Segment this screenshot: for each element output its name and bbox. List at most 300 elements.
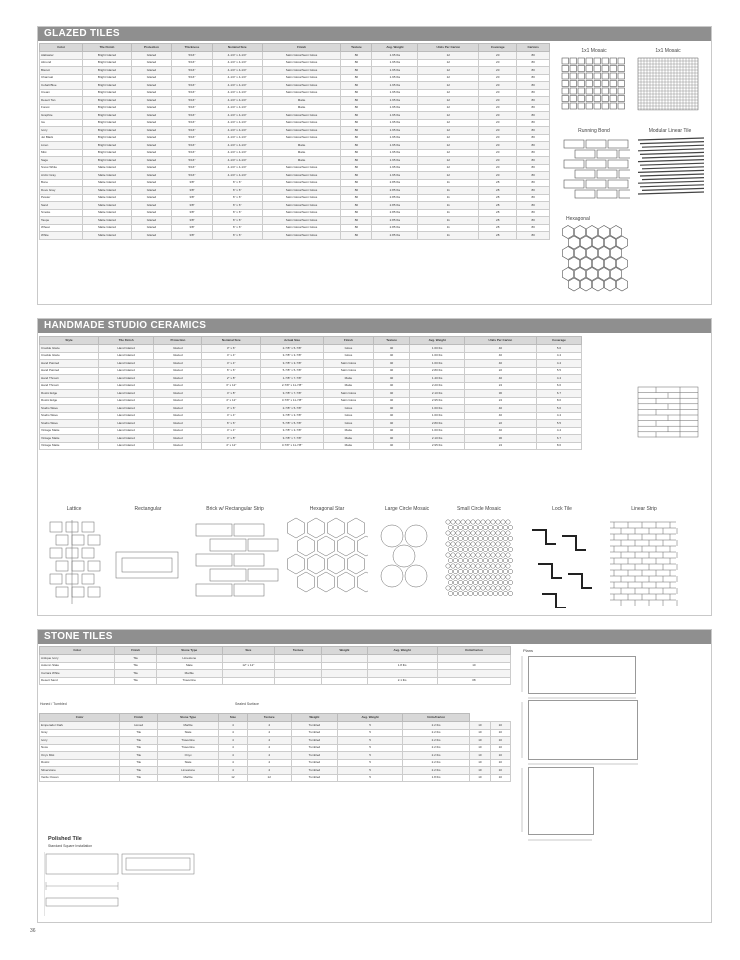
table-cell: Snow White xyxy=(40,164,83,172)
table-cell: Tumbled xyxy=(291,744,338,752)
table-cell: 80 xyxy=(517,74,550,82)
table-cell: 4-1/4" x 4-1/4" xyxy=(212,149,262,157)
pattern-modular-linear xyxy=(632,128,708,203)
table-cell: 80 xyxy=(341,224,372,232)
pattern-large-circle xyxy=(376,506,438,610)
table-cell: 2.85 lbs xyxy=(372,209,418,217)
table-cell: 80 xyxy=(517,134,550,142)
table-cell: 80 xyxy=(341,217,372,225)
table-cell: Mist xyxy=(40,149,83,157)
table-cell: 22 xyxy=(464,367,536,375)
pattern-label: Brick w/ Rectangular Strip xyxy=(206,506,264,512)
table-cell: 80 xyxy=(517,209,550,217)
table-cell: Satin Gloss/Semi Gloss xyxy=(262,194,341,202)
column-header: Tile Finish xyxy=(98,337,153,345)
table-cell: Tile xyxy=(120,774,158,782)
table-cell: 12" x 12" xyxy=(222,662,274,670)
table-cell: 12 xyxy=(418,97,479,105)
table-cell: 1.8 lbs xyxy=(367,662,437,670)
table-cell: Satin Gloss/Semi Gloss xyxy=(262,179,341,187)
table-cell: Glazed xyxy=(154,427,202,435)
linear-tile-icon xyxy=(632,136,708,202)
table-cell: Glazed xyxy=(131,224,172,232)
table-cell: Charcoal xyxy=(40,74,83,82)
table-cell: Matte Glazed xyxy=(83,224,131,232)
table-cell: Satin Gloss xyxy=(324,397,374,405)
table-cell: 80 xyxy=(517,89,550,97)
table-cell: 2.2 lbs xyxy=(402,759,469,767)
pattern-hexagonal xyxy=(558,216,630,298)
table-row xyxy=(40,729,511,737)
table-cell: Satin Gloss xyxy=(324,360,374,368)
table-cell: 4 xyxy=(247,722,291,730)
table-cell: 4-1/4" x 4-1/4" xyxy=(212,134,262,142)
table-cell: Hand Glazed xyxy=(98,405,153,413)
pattern-running-bond xyxy=(558,128,630,203)
table-cell: 1.95 lbs xyxy=(372,164,418,172)
table-cell: Tile xyxy=(120,767,158,775)
table-cell: 5/16" xyxy=(172,149,212,157)
table-cell: Hand Glazed xyxy=(98,397,153,405)
table-cell: Glazed xyxy=(154,345,202,353)
table-cell xyxy=(367,670,437,678)
table-cell: Satin Gloss/Semi Gloss xyxy=(262,59,341,67)
table-cell: 40 xyxy=(373,367,410,375)
table-cell xyxy=(367,655,437,663)
polished-tile-title: Polished Tile xyxy=(48,836,82,842)
table-cell: 4" x 4" xyxy=(202,360,260,368)
column-header: Cartons xyxy=(517,44,550,52)
table-cell: 10 xyxy=(490,759,510,767)
table-cell: Glazed xyxy=(154,405,202,413)
table-cell: 10 xyxy=(490,744,510,752)
table-cell: 80 xyxy=(517,224,550,232)
table-cell: 6.0 xyxy=(536,382,581,390)
table-cell: 80 xyxy=(341,187,372,195)
table-cell: Glazed xyxy=(131,149,172,157)
table-cell: Silverstone xyxy=(40,767,120,775)
table-cell: Verde Ocean xyxy=(40,774,120,782)
table-cell: 4 xyxy=(247,752,291,760)
table-cell: 20 xyxy=(479,104,517,112)
table-cell: Bright Glazed xyxy=(83,104,131,112)
table-cell: 4 xyxy=(218,722,247,730)
table-cell: Hand Glazed xyxy=(98,367,153,375)
table-cell: 1-7/8" x 7-7/8" xyxy=(260,375,323,383)
table-cell: 4 xyxy=(247,759,291,767)
column-header: Texture xyxy=(373,337,410,345)
table-cell: Glazed xyxy=(154,420,202,428)
table-cell: 80 xyxy=(517,202,550,210)
column-header: Color xyxy=(40,647,115,655)
pattern-label: Large Circle Mosaic xyxy=(384,506,430,512)
lock-tile-icon xyxy=(522,516,602,608)
table-cell: Matte Glazed xyxy=(83,209,131,217)
table-cell: Dove Gray xyxy=(40,187,83,195)
pattern-label: Small Circle Mosaic xyxy=(457,506,501,512)
table-cell: Hand Glazed xyxy=(98,360,153,368)
table-cell: 5/16" xyxy=(172,142,212,150)
table-cell: Tile xyxy=(120,744,158,752)
column-header: Units Per Carton xyxy=(464,337,536,345)
table-cell: 5/16" xyxy=(172,164,212,172)
table-cell: Slate xyxy=(158,759,219,767)
table-cell: Ice xyxy=(40,119,83,127)
table-cell: 1.60 lbs xyxy=(410,345,464,353)
table-row xyxy=(40,82,550,90)
table-cell: 6" x 6" xyxy=(202,367,260,375)
column-header: Finish xyxy=(120,714,158,722)
table-row xyxy=(40,209,550,217)
table-cell: 80 xyxy=(517,232,550,240)
table-cell: Matte xyxy=(262,157,341,165)
table-cell: 11 xyxy=(418,232,479,240)
table-cell: Slate xyxy=(156,662,222,670)
table-cell: 80 xyxy=(341,164,372,172)
table-row xyxy=(40,670,511,678)
table-cell: 5-7/8" x 5-7/8" xyxy=(260,367,323,375)
table-cell: 4-1/4" x 4-1/4" xyxy=(212,119,262,127)
table-cell: 4" x 4" xyxy=(202,352,260,360)
table-cell: Bright Glazed xyxy=(83,142,131,150)
table-cell: Matte xyxy=(262,104,341,112)
table-cell: 80 xyxy=(517,187,550,195)
table-header-row xyxy=(40,647,511,655)
table-cell: 28 xyxy=(479,179,517,187)
table-cell: White xyxy=(40,232,83,240)
table-cell: 80 xyxy=(341,142,372,150)
table-cell: 1.95 lbs xyxy=(372,172,418,180)
column-header: Thickness xyxy=(172,44,212,52)
table-cell: Cream xyxy=(40,89,83,97)
table-cell: Matte xyxy=(324,382,374,390)
table-cell: 80 xyxy=(517,67,550,75)
table-cell: 4.4 xyxy=(536,427,581,435)
table-cell: 4-1/4" x 4-1/4" xyxy=(212,112,262,120)
table-row xyxy=(40,134,550,142)
table-cell xyxy=(437,670,510,678)
table-cell: 20 xyxy=(479,134,517,142)
table-cell: 3/8" xyxy=(172,217,212,225)
column-header: Tile Finish xyxy=(83,44,131,52)
fine-mosaic-grid-icon xyxy=(632,56,704,112)
table-cell: Wheat xyxy=(40,224,83,232)
table-cell: Marble xyxy=(158,774,219,782)
table-cell: 80 xyxy=(341,202,372,210)
table-cell: 20 xyxy=(479,89,517,97)
table-cell: Satin Gloss/Semi Gloss xyxy=(262,127,341,135)
table-cell: 3-7/8" x 11-7/8" xyxy=(260,442,323,450)
table-cell: 80 xyxy=(517,149,550,157)
table-cell: Gray xyxy=(40,729,120,737)
table-cell: 4" x 12" xyxy=(202,442,260,450)
table-cell: 2.85 lbs xyxy=(372,224,418,232)
column-header: Avg. Weight xyxy=(410,337,464,345)
table-cell: 40 xyxy=(373,397,410,405)
pattern-1x1-mosaic xyxy=(558,48,630,112)
table-cell: 80 xyxy=(517,104,550,112)
polished-tile-subtitle: Standard Square Installation xyxy=(48,844,93,848)
table-cell: 20 xyxy=(479,127,517,135)
pattern-label: Rectangular xyxy=(134,506,162,512)
table-cell xyxy=(322,662,367,670)
table-cell: 40 xyxy=(373,420,410,428)
table-cell: 4.4 xyxy=(536,352,581,360)
table-cell: 28 xyxy=(479,209,517,217)
table-row xyxy=(40,397,582,405)
table-cell: 12 xyxy=(418,82,479,90)
table-cell xyxy=(274,670,321,678)
table-cell: 6" x 6" xyxy=(212,179,262,187)
table-cell: 6" x 6" xyxy=(212,217,262,225)
table-cell: 20 xyxy=(479,59,517,67)
table-cell: 2.2 lbs xyxy=(402,729,469,737)
table-row xyxy=(40,722,511,730)
table-cell: 10 xyxy=(490,767,510,775)
table-cell: 10 xyxy=(470,729,490,737)
column-header: Size xyxy=(222,647,274,655)
table-cell: 5/16" xyxy=(172,82,212,90)
table-cell: 3/8" xyxy=(172,179,212,187)
table-cell: Glazed xyxy=(131,217,172,225)
table-cell: Glazed xyxy=(154,412,202,420)
table-cell: 11 xyxy=(418,217,479,225)
table-row xyxy=(40,142,550,150)
table-cell: Travertine xyxy=(158,744,219,752)
table-cell: 2.1 lbs xyxy=(367,677,437,685)
table-cell: 3-7/8" x 11-7/8" xyxy=(260,397,323,405)
table-cell: Tile xyxy=(120,759,158,767)
table-cell: Hand Glazed xyxy=(98,442,153,450)
table-cell: 4 xyxy=(218,744,247,752)
table-cell: 24 xyxy=(464,397,536,405)
table-cell: 20 xyxy=(479,74,517,82)
table-row xyxy=(40,149,550,157)
table-cell: Tile xyxy=(115,677,156,685)
table-cell: 4-1/4" x 4-1/4" xyxy=(212,67,262,75)
plan-dimension-lines xyxy=(516,650,646,850)
table-cell: Pewter xyxy=(40,194,83,202)
table-header-row xyxy=(40,44,550,52)
table-cell: 4 xyxy=(218,759,247,767)
table-row xyxy=(40,442,582,450)
table-cell xyxy=(322,655,367,663)
table-cell: Rustic Edge xyxy=(40,390,99,398)
table-cell: 2.85 lbs xyxy=(372,202,418,210)
column-header: Finish xyxy=(262,44,341,52)
table-cell: 3" x 6" xyxy=(202,345,260,353)
table-row xyxy=(40,367,582,375)
table-row xyxy=(40,412,582,420)
table-cell: Bright Glazed xyxy=(83,127,131,135)
table-cell: 2.85 lbs xyxy=(372,232,418,240)
table-cell: 22 xyxy=(464,420,536,428)
table-cell: 5 xyxy=(338,752,403,760)
table-cell: 4-1/4" x 4-1/4" xyxy=(212,157,262,165)
table-cell: Bright Glazed xyxy=(83,82,131,90)
table-cell: 2" x 8" xyxy=(202,375,260,383)
table-cell: Bright Glazed xyxy=(83,112,131,120)
table-cell xyxy=(322,677,367,685)
table-cell: 3" x 12" xyxy=(202,382,260,390)
table-cell: Tumbled xyxy=(291,767,338,775)
table-row xyxy=(40,752,511,760)
table-cell: 10 xyxy=(470,744,490,752)
table-cell xyxy=(437,655,510,663)
column-header: Finish xyxy=(324,337,374,345)
table-cell: 4-1/4" x 4-1/4" xyxy=(212,89,262,97)
table-cell: Bright Glazed xyxy=(83,97,131,105)
brick-strip-icon xyxy=(190,516,280,608)
table-cell: 1.95 lbs xyxy=(372,74,418,82)
table-cell: 80 xyxy=(517,112,550,120)
table-cell: 1.60 lbs xyxy=(410,405,464,413)
table-cell: Hand Glazed xyxy=(98,375,153,383)
table-row xyxy=(40,74,550,82)
table-cell: Bright Glazed xyxy=(83,149,131,157)
table-cell: 3/8" xyxy=(172,187,212,195)
table-cell: 80 xyxy=(341,179,372,187)
table-cell: 1.95 lbs xyxy=(372,112,418,120)
table-cell: Arctic Gray xyxy=(40,172,83,180)
table-row xyxy=(40,224,550,232)
table-cell: Gloss xyxy=(324,420,374,428)
table-cell: 2-7/8" x 5-7/8" xyxy=(260,345,323,353)
hexagon-icon xyxy=(558,224,630,296)
table-cell: 10 xyxy=(490,729,510,737)
table-cell: Bright Glazed xyxy=(83,157,131,165)
large-circle-icon xyxy=(376,516,438,608)
table-cell: 6" x 6" xyxy=(212,224,262,232)
table-row xyxy=(40,127,550,135)
table-cell: Forest xyxy=(40,104,83,112)
table-cell: Glazed xyxy=(131,209,172,217)
table-cell: 3-7/8" x 3-7/8" xyxy=(260,412,323,420)
table-cell: Tile xyxy=(120,729,158,737)
table-cell: 12 xyxy=(418,89,479,97)
table-cell: 12 xyxy=(418,172,479,180)
table-cell: Satin Gloss/Semi Gloss xyxy=(262,202,341,210)
table-cell: Matte Glazed xyxy=(83,179,131,187)
table-cell: 3-7/8" x 3-7/8" xyxy=(260,427,323,435)
table-cell: 80 xyxy=(341,119,372,127)
table-cell: 40 xyxy=(373,427,410,435)
column-header: Avg. Weight xyxy=(338,714,403,722)
table-cell: Crackle Glaze xyxy=(40,345,99,353)
table-cell: 80 xyxy=(341,209,372,217)
column-header: Texture xyxy=(274,647,321,655)
column-header: Nominal Size xyxy=(202,337,260,345)
column-header: Size xyxy=(218,714,247,722)
table-cell: 12 xyxy=(418,52,479,60)
table-cell: 3-7/8" x 3-7/8" xyxy=(260,352,323,360)
table-cell: 5/16" xyxy=(172,127,212,135)
table-cell: 80 xyxy=(517,217,550,225)
table-cell: Glazed xyxy=(131,59,172,67)
table-cell: 1.95 lbs xyxy=(372,67,418,75)
table-cell: Marble xyxy=(156,670,222,678)
table-row xyxy=(40,435,582,443)
table-cell: Matte Glazed xyxy=(83,164,131,172)
table-cell: 40 xyxy=(373,405,410,413)
table-cell: Hand Thrown xyxy=(40,375,99,383)
table-cell: Graphite xyxy=(40,112,83,120)
table-cell: 80 xyxy=(341,157,372,165)
table-cell: Satin Gloss xyxy=(324,390,374,398)
table-cell: Hand Painted xyxy=(40,367,99,375)
table-cell: 5 xyxy=(338,729,403,737)
table-cell: Hand Glazed xyxy=(98,352,153,360)
table-cell: 2.10 lbs xyxy=(410,435,464,443)
table-cell: Tile xyxy=(120,752,158,760)
table-cell: 80 xyxy=(341,194,372,202)
table-cell: 2.95 lbs xyxy=(410,397,464,405)
table-cell: Alabaster xyxy=(40,52,83,60)
table-cell: 12 xyxy=(418,59,479,67)
table-cell: Bright Glazed xyxy=(83,59,131,67)
table-header-row xyxy=(40,714,511,722)
table-cell: Glazed xyxy=(154,360,202,368)
table-cell: Matte xyxy=(324,435,374,443)
table-cell: Hand Glazed xyxy=(98,390,153,398)
table-row xyxy=(40,194,550,202)
table-cell: 1.95 lbs xyxy=(372,119,418,127)
table-cell: Onyx Mist xyxy=(40,752,120,760)
table-row xyxy=(40,104,550,112)
page-number: 36 xyxy=(30,928,36,934)
table-cell: 80 xyxy=(517,52,550,60)
table-cell: 20 xyxy=(479,149,517,157)
table-cell: 3-7/8" x 3-7/8" xyxy=(260,360,323,368)
table-cell: Hand Glazed xyxy=(98,412,153,420)
table-cell: Glazed xyxy=(131,89,172,97)
table-cell: 28 xyxy=(479,224,517,232)
plans-title: Plans xyxy=(523,648,534,653)
table-cell: 6" x 6" xyxy=(212,202,262,210)
table-cell xyxy=(222,670,274,678)
table-cell: 80 xyxy=(341,112,372,120)
table-cell: 40 xyxy=(464,352,536,360)
table-cell: Matte Glazed xyxy=(83,217,131,225)
table-cell xyxy=(222,655,274,663)
table-cell xyxy=(274,662,321,670)
table-cell: 2.85 lbs xyxy=(372,187,418,195)
column-header: Protection xyxy=(131,44,172,52)
table-cell: 12 xyxy=(247,774,291,782)
table-row xyxy=(40,217,550,225)
table-cell: 4 xyxy=(247,729,291,737)
table-cell: 4 xyxy=(247,737,291,745)
table-row xyxy=(40,767,511,775)
table-cell: Gloss xyxy=(324,412,374,420)
table-cell: 12 xyxy=(418,104,479,112)
table-cell: 24 xyxy=(464,382,536,390)
column-header: Color xyxy=(40,44,83,52)
table-cell: 11 xyxy=(418,179,479,187)
table-cell: 2.85 lbs xyxy=(372,217,418,225)
table-cell: Tumbled xyxy=(291,759,338,767)
table-cell: 1.95 lbs xyxy=(372,52,418,60)
table-cell: 80 xyxy=(517,157,550,165)
table-cell: Bright Glazed xyxy=(83,67,131,75)
table-cell: 1.60 lbs xyxy=(410,412,464,420)
table-cell: Glazed xyxy=(131,134,172,142)
table-row xyxy=(40,164,550,172)
rectangular-icon xyxy=(112,516,184,608)
table-cell: 10 xyxy=(437,662,510,670)
table-cell: 80 xyxy=(517,164,550,172)
table-cell: Tumbled xyxy=(291,722,338,730)
